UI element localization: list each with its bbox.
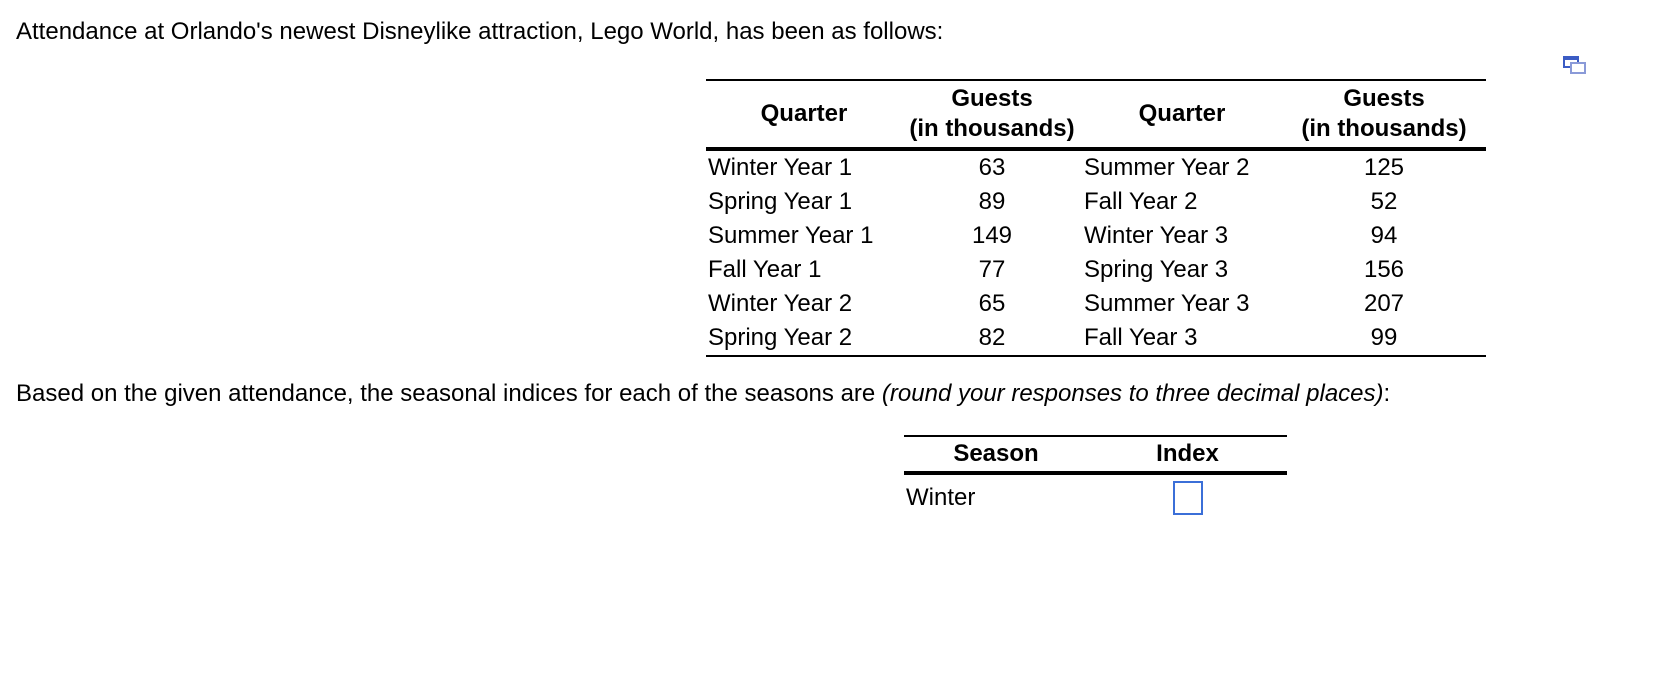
header-guests-line1: Guests bbox=[1343, 85, 1425, 112]
guests-cell: 89 bbox=[978, 188, 1006, 215]
quarter-cell: Winter Year 1 bbox=[708, 154, 853, 181]
guests-cell: 156 bbox=[1363, 256, 1405, 283]
guests-cell: 82 bbox=[978, 324, 1006, 351]
header-guests-line2: (in thousands) bbox=[1301, 115, 1467, 142]
attendance-table bbox=[706, 79, 1486, 357]
quarter-cell: Fall Year 1 bbox=[708, 256, 822, 283]
season-cell: Winter bbox=[906, 484, 976, 511]
quarter-cell: Summer Year 2 bbox=[1084, 154, 1250, 181]
header-quarter: Quarter bbox=[760, 100, 848, 127]
table-row bbox=[706, 287, 1486, 321]
guests-cell: 149 bbox=[971, 222, 1013, 249]
table-row bbox=[706, 321, 1486, 356]
table-row bbox=[706, 185, 1486, 219]
table-row bbox=[904, 473, 1287, 521]
header-quarter: Quarter bbox=[1138, 100, 1226, 127]
table-row bbox=[706, 253, 1486, 287]
question-main: Based on the given attendance, the seasonal indices for each of the seasons are bbox=[16, 380, 882, 407]
header-season: Season bbox=[953, 440, 1039, 467]
quarter-cell: Fall Year 3 bbox=[1084, 324, 1198, 351]
header-guests bbox=[902, 80, 1082, 149]
seasonal-indices-table bbox=[904, 435, 1287, 521]
question-text bbox=[16, 378, 1390, 410]
table-row bbox=[706, 149, 1486, 185]
quarter-cell: Spring Year 2 bbox=[708, 324, 853, 351]
question-suffix: : bbox=[1383, 380, 1391, 407]
quarter-cell: Winter Year 2 bbox=[708, 290, 853, 317]
question-instruction: (round your responses to three decimal places) bbox=[881, 380, 1384, 407]
quarter-cell: Winter Year 3 bbox=[1084, 222, 1229, 249]
header-guests-line2: (in thousands) bbox=[909, 115, 1075, 142]
quarter-cell: Summer Year 3 bbox=[1084, 290, 1250, 317]
quarter-cell: Summer Year 1 bbox=[708, 222, 874, 249]
quarter-cell: Spring Year 1 bbox=[708, 188, 853, 215]
guests-cell: 94 bbox=[1370, 222, 1398, 249]
index-cell bbox=[1088, 473, 1287, 521]
intro-text: Attendance at Orlando's newest Disneylike attraction, Lego World, has been as follows: bbox=[16, 18, 944, 45]
table-row bbox=[706, 219, 1486, 253]
quarter-cell: Spring Year 3 bbox=[1084, 256, 1229, 283]
copy-data-icon[interactable] bbox=[1562, 55, 1588, 77]
guests-cell: 65 bbox=[978, 290, 1006, 317]
guests-cell: 63 bbox=[978, 154, 1006, 181]
attendance-header-row bbox=[706, 80, 1486, 149]
header-index: Index bbox=[1156, 440, 1219, 467]
quarter-cell: Fall Year 2 bbox=[1084, 188, 1198, 215]
header-guests-line1: Guests bbox=[951, 85, 1033, 112]
guests-cell: 52 bbox=[1370, 188, 1398, 215]
winter-index-input[interactable] bbox=[1173, 481, 1203, 515]
guests-cell: 99 bbox=[1370, 324, 1398, 351]
guests-cell: 77 bbox=[978, 256, 1006, 283]
guests-cell: 125 bbox=[1363, 154, 1405, 181]
guests-cell: 207 bbox=[1363, 290, 1405, 317]
header-guests bbox=[1282, 80, 1486, 149]
indices-header-row bbox=[904, 436, 1287, 473]
